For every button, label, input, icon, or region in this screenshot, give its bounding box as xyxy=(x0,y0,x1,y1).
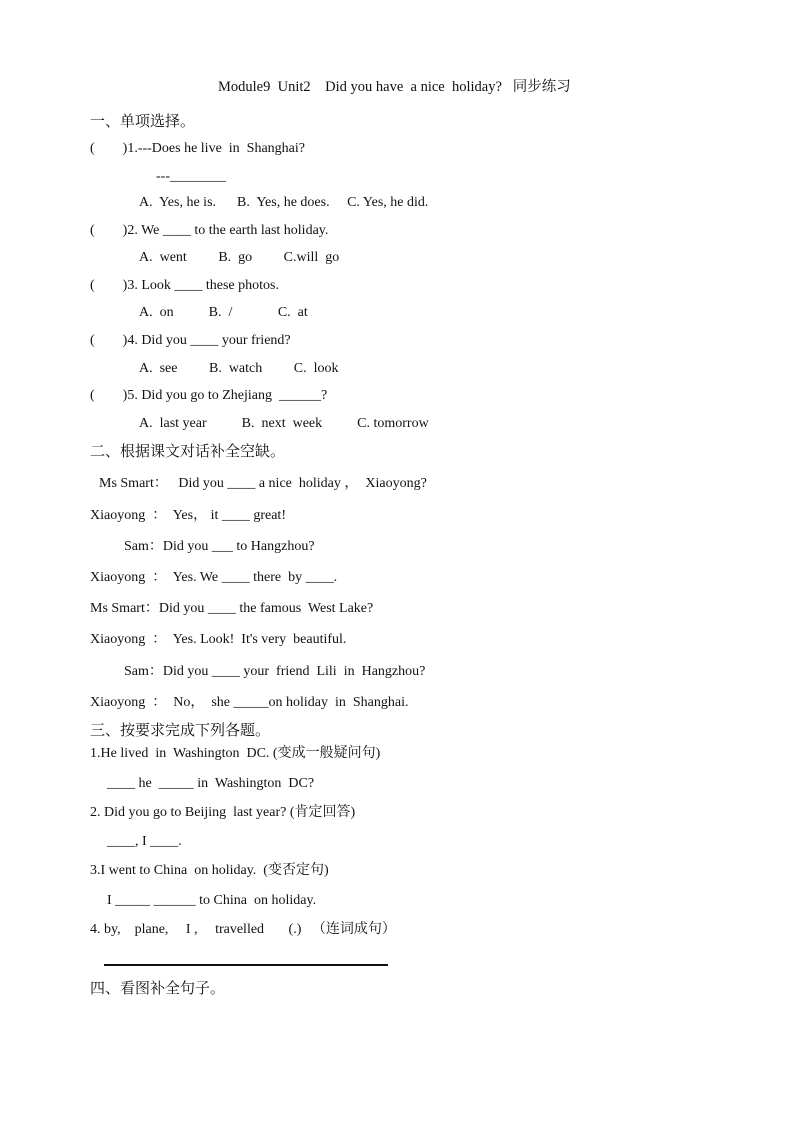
s2-dialogue-line-4: Xiaoyong ： Yes. We ____ there by ____. xyxy=(90,570,338,585)
s2-dialogue-line-2: Xiaoyong ： Yes， it ____ great! xyxy=(90,508,286,523)
s2-dialogue-line-5: Ms Smart：Did you ____ the famous West Lake? xyxy=(90,601,374,616)
section-3-heading: 三、按要求完成下列各题。 xyxy=(90,723,271,739)
s3-question-1: 1.He lived in Washington DC. (变成一般疑问句) xyxy=(90,746,381,761)
s1-question-1-options: A. Yes, he is. B. Yes, he does. C. Yes, he did. xyxy=(139,195,429,210)
s3-question-2-answer: ____, I ____. xyxy=(107,834,182,849)
s2-dialogue-line-8: Xiaoyong ： No， she _____on holiday in Shanghai. xyxy=(90,695,409,710)
section-2-heading: 二、根据课文对话补全空缺。 xyxy=(90,444,286,460)
s1-question-4-options: A. see B. watch C. look xyxy=(139,361,339,376)
s3-question-4-answer-line xyxy=(104,964,388,966)
s1-question-1-reply: ---________ xyxy=(156,169,226,184)
section-4-heading: 四、看图补全句子。 xyxy=(90,981,226,997)
page-title: Module9 Unit2 Did you have a nice holiday? 同步练习 xyxy=(218,79,571,95)
s1-question-3: ( )3. Look ____ these photos. xyxy=(90,278,279,293)
s3-question-3: 3.I went to China on holiday. (变否定句) xyxy=(90,863,329,878)
s1-question-4: ( )4. Did you ____ your friend? xyxy=(90,333,291,348)
s3-question-1-answer: ____ he _____ in Washington DC? xyxy=(107,776,315,791)
s3-question-3-answer: I _____ ______ to China on holiday. xyxy=(107,893,317,908)
s3-question-2: 2. Did you go to Beijing last year? (肯定回答) xyxy=(90,805,356,820)
s2-dialogue-line-1: Ms Smart： Did you ____ a nice holiday ， Xiaoyong? xyxy=(99,476,427,491)
s1-question-5-options: A. last year B. next week C. tomorrow xyxy=(139,416,429,431)
s1-question-2-options: A. went B. go C.will go xyxy=(139,250,340,265)
s2-dialogue-line-3: Sam：Did you ___ to Hangzhou? xyxy=(124,539,315,554)
section-1-heading: 一、单项选择。 xyxy=(90,114,196,130)
s2-dialogue-line-6: Xiaoyong ： Yes. Look! It's very beautiful. xyxy=(90,632,347,647)
s3-question-4: 4. by, plane, I , travelled (.) （连词成句） xyxy=(90,922,396,937)
s1-question-3-options: A. on B. / C. at xyxy=(139,305,308,320)
s1-question-5: ( )5. Did you go to Zhejiang ______? xyxy=(90,388,328,403)
s1-question-1: ( )1.---Does he live in Shanghai? xyxy=(90,141,305,156)
s1-question-2: ( )2. We ____ to the earth last holiday. xyxy=(90,223,329,238)
s2-dialogue-line-7: Sam：Did you ____ your friend Lili in Hangzhou? xyxy=(124,664,426,679)
